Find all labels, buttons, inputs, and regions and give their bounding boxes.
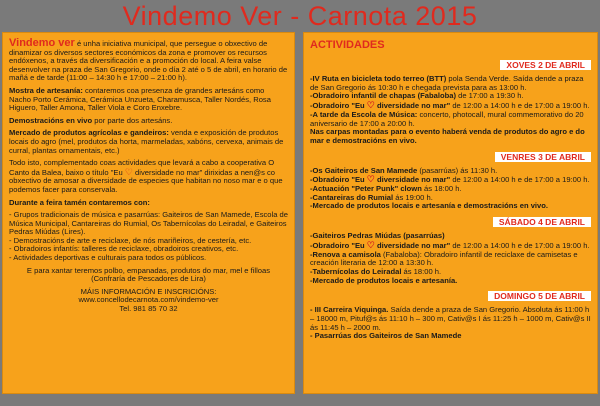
event-title: -Renova a camisola bbox=[310, 249, 381, 259]
feira-list bbox=[9, 211, 288, 263]
event-title: -A tarde da Escola de Música: bbox=[310, 109, 418, 119]
activities-heading: ACTIVIDADES bbox=[310, 39, 385, 51]
day-date: VENRES 3 DE ABRIL bbox=[495, 152, 591, 162]
heart-icon: ♡ bbox=[366, 174, 375, 185]
todo-paragraph: Todo isto, complementado coas actividades que levará a cabo a cooperativa O Canto da Balea, baixo o título "Eu ♡ diversidade no mar" dirixidas a nen@s co obxectivo de amosar a diversidade de especies que habitan no noso mar e o que podemos facer para conservala. bbox=[9, 158, 283, 194]
event-item bbox=[310, 332, 591, 341]
event-detail: (pasarrúas) ás 11:30 h. bbox=[417, 165, 498, 175]
event-detail: (Fabaloba): Obradoiro infantil de reciclaxe de camisetas e creación literaria de 12:00 a 13:30 h. bbox=[310, 249, 578, 268]
event-item bbox=[310, 128, 591, 145]
event-item bbox=[310, 202, 591, 211]
intro-paragraph bbox=[9, 39, 288, 83]
event-detail: de 12:00 a 14:00 h e de 17:00 a 19:00 h. bbox=[450, 240, 590, 250]
intro-text: é unha iniciativa municipal, que persegue o obxectivo de dinamizar os diversos sectores económicos da zona e promover os recursos endóxenos, a través da diversificación e a promoción do local. A feira valse desenvolver na praza de San Gregorio, onde o día 2 até o 5 de abril, en horario de mañá e de tarde (11:00 – 14:30 h e 17:00 – 21:00 h). bbox=[9, 39, 288, 83]
event-title: - Pasarrúas dos Gaiteiros de San Mamede bbox=[310, 331, 462, 341]
event-title: -Tabernícolas do Leiradal bbox=[310, 266, 402, 276]
event-detail: de 12:00 a 14:00 h e de 17:00 a 19:00 h. bbox=[450, 175, 590, 185]
event-detail: Saída dende a praza de San Gregorio. Absoluta ás 11:00 h – 18000 m, Pituf@s ás 11:10 h – 300 m, Cativ@s I ás 11:25 h – 1000 m, Cativ@s II ás 11:45 h – 2000 m. bbox=[310, 305, 591, 332]
heart-icon: ♡ bbox=[366, 100, 375, 111]
event-item bbox=[310, 75, 591, 92]
event-title: -Os Gaiteiros de San Mamede bbox=[310, 165, 418, 175]
demo-paragraph bbox=[9, 117, 288, 126]
event-detail: concerto, photocall, mural commemorativo do 20 aniversario de 17:00 a 20:00 h. bbox=[310, 109, 584, 128]
event-title: Nas carpas montadas para o evento haberá venda de produtos do agro e do mar e demostracións en vivo. bbox=[310, 127, 585, 145]
activities-panel bbox=[303, 32, 598, 394]
event-detail: ás 18:00 h. bbox=[421, 184, 462, 194]
day-header-row bbox=[310, 147, 591, 165]
info-tel: Tel. 981 85 70 32 bbox=[119, 304, 178, 314]
demo-arte-item: - Demostracións de arte e reciclaxe, de nós mariñeiros, de cestería, etc. bbox=[9, 235, 252, 245]
event-title: -Cantareiras do Rumial bbox=[310, 192, 394, 202]
artesania-label: Mostra de artesanía: bbox=[9, 85, 83, 95]
contact-block bbox=[9, 288, 288, 314]
feira-heading bbox=[9, 199, 288, 208]
heart-icon: ♡ bbox=[124, 166, 133, 177]
event-item bbox=[310, 92, 591, 101]
event-title: -Obradoiro infantil de chapas (Fabaloba) bbox=[310, 91, 456, 101]
event-detail: pola Senda Verde. Saída dende a praza de San Gregorio ás 10:30 h e chegada prevista para as 13:00 h. bbox=[310, 74, 584, 92]
grupos-item: - Grupos tradicionais de música e pasarrúas: Gaiteiros de San Mamede, Escola de Música Municipal, Cantareiras do Rumial, Os Tabernícolas do Leiradal, e Gaiteiros Pedras Miúdas (Lires). bbox=[9, 210, 288, 237]
day-date: DOMINGO 5 DE ABRIL bbox=[488, 291, 591, 301]
brand-name: Vindemo ver bbox=[9, 37, 75, 49]
info-label: MÁIS INFORMACIÓN E INSCRICIÓNS: bbox=[80, 286, 217, 296]
event-detail: ás 19:00 h. bbox=[393, 192, 433, 202]
event-title: -Mercado de produtos locais e artesanía e demostracións en vivo. bbox=[310, 201, 549, 211]
event-title: -Obradoiro "Eu ♡ diversidade no mar" bbox=[310, 239, 451, 250]
info-url[interactable]: www.concellodecarnota.com/vindemo-ver bbox=[78, 295, 219, 305]
heart-icon: ♡ bbox=[366, 239, 375, 250]
mercado-label: Mercado de produtos agrícolas e gandeiros: bbox=[9, 128, 169, 138]
demo-text: por parte dos artesáns. bbox=[92, 115, 173, 125]
event-item bbox=[310, 111, 591, 128]
event-detail: ás 18:00 h. bbox=[401, 266, 442, 276]
event-title: -IV Ruta en bicicleta todo terreo (BTT) bbox=[310, 74, 447, 83]
mercado-paragraph bbox=[9, 129, 288, 155]
demo-label: Demostracións en vivo bbox=[9, 115, 93, 125]
day-header-row bbox=[310, 212, 591, 230]
actividades-item: - Actividades deportivas e culturais para todos os públicos. bbox=[9, 253, 207, 263]
xantar-paragraph: E para xantar teremos polbo, empanadas, produtos do mar, mel e filloas (Confraría de Pescadores de Lira) bbox=[26, 265, 271, 284]
event-title: -Actuación "Peter Punk" clown bbox=[310, 184, 422, 194]
mercado-text: venda e exposición de produtos locais do agro (mel, produtos da horta, marmeladas, xabóns, cervexa, animais de curral, plantas ornamentais, etc.) bbox=[9, 128, 284, 155]
event-title: - III Carreira Viquinga. bbox=[310, 305, 389, 315]
day-header-row bbox=[310, 286, 591, 304]
day-date: XOVES 2 DE ABRIL bbox=[500, 60, 591, 70]
event-title: -Obradoiro "Eu ♡ diversidade no mar" bbox=[310, 100, 451, 111]
day-date: SÁBADO 4 DE ABRIL bbox=[493, 217, 591, 227]
page-title: Vindemo Ver - Carnota 2015 bbox=[122, 1, 478, 31]
event-detail: de 17:00 a 19:30 h. bbox=[455, 91, 524, 101]
event-item bbox=[310, 277, 591, 286]
event-title: -Mercado de produtos locais e artesanía. bbox=[310, 275, 458, 285]
event-title: -Gaiteiros Pedras Miúdas (pasarrúas) bbox=[310, 231, 445, 241]
info-panel bbox=[2, 32, 295, 394]
event-item bbox=[310, 251, 591, 268]
day-header-row bbox=[310, 55, 591, 73]
artesania-paragraph bbox=[9, 87, 288, 113]
event-item bbox=[310, 232, 591, 241]
event-detail: de 12:00 a 14:00 h e de 17:00 a 19:00 h. bbox=[450, 101, 590, 111]
event-title: -Obradoiro "Eu ♡ diversidade no mar" bbox=[310, 174, 451, 185]
days-list bbox=[310, 55, 591, 341]
feira-label: Durante a feira tamén contaremos con: bbox=[9, 197, 150, 207]
obradoiros-item: - Obradoiros infantís: talleres de reciclaxe, obradoiros creativos, etc. bbox=[9, 244, 239, 254]
event-item bbox=[310, 306, 591, 332]
artesania-text: contaremos coa presenza de grandes artesáns como Nacho Porto Cerámica, Cerámica Unzueta, Charamusca, Taller Nordés, Rosa Higuero, Taller Amona, Taller Viola e Coro Enxebre. bbox=[9, 85, 271, 113]
